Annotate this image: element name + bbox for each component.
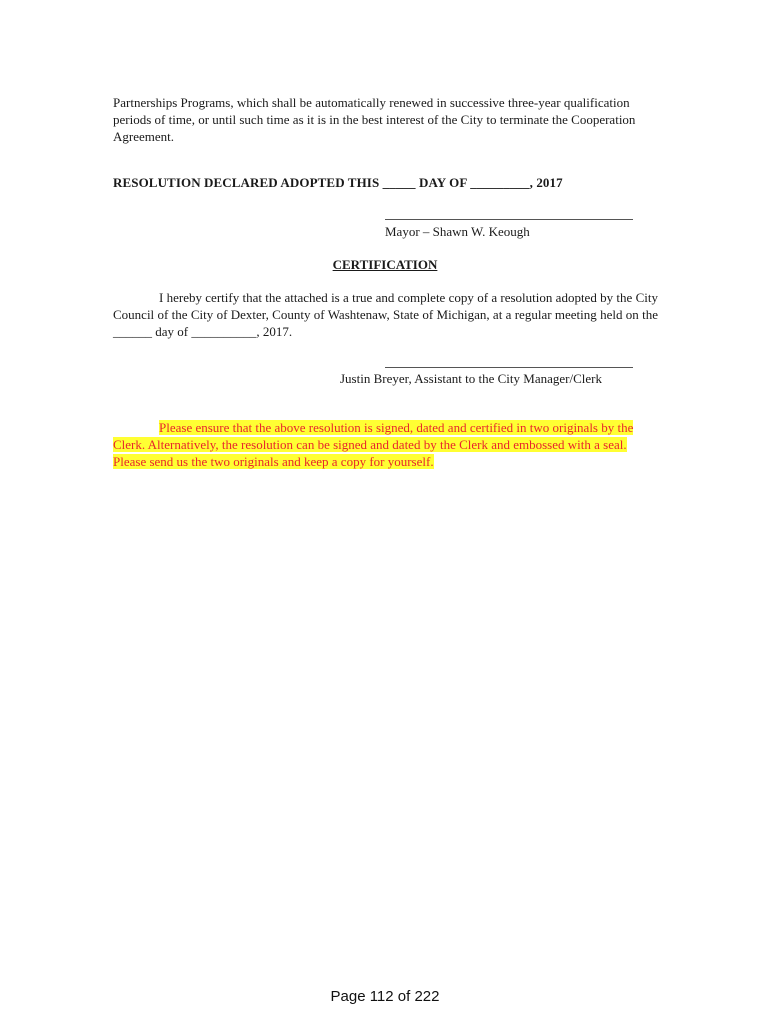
clerk-signature-label: Justin Breyer, Assistant to the City Manager/Clerk [340, 371, 602, 386]
mayor-signature-label: Mayor – Shawn W. Keough [385, 224, 530, 239]
intro-paragraph: Partnerships Programs, which shall be automatically renewed in successive three-year qualification periods of time, or until such time as it is in the best interest of the City to terminate the Cooperation Agreement. [113, 95, 636, 144]
highlighted-notice [113, 419, 658, 470]
mayor-signature-line [385, 219, 633, 220]
certification-body: I hereby certify that the attached is a true and complete copy of a resolution adopted by the City Council of the City of Dexter, County of Washtenaw, State of Michigan, at a regular meeting held on the ______ day of __________, 2017. [113, 290, 658, 339]
clerk-signature-line [385, 367, 633, 368]
highlighted-notice-text: Please ensure that the above resolution is signed, dated and certified in two originals by the Clerk. Alternatively, the resolution can be signed and dated by the Clerk and embossed with a seal. Please send us the two originals and keep a copy for yourself. [113, 420, 634, 469]
resolution-adopted-line: RESOLUTION DECLARED ADOPTED THIS _____ DAY OF _________, 2017 [113, 175, 563, 190]
certification-heading: CERTIFICATION [332, 257, 438, 272]
page-number: Page 112 of 222 [330, 988, 440, 1005]
